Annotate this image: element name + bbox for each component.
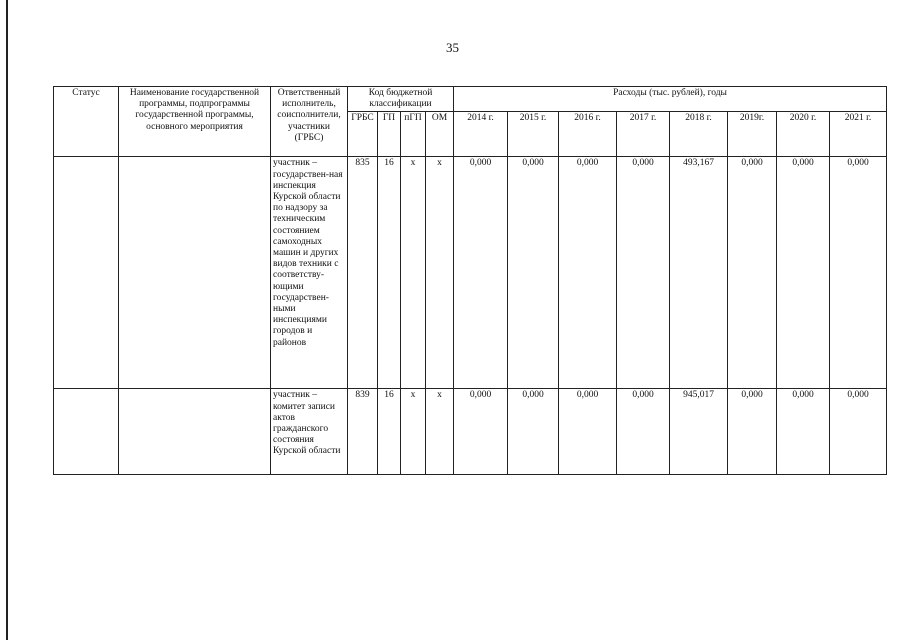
budget-table <box>53 86 887 475</box>
page-number: 35 <box>446 40 459 55</box>
header-executor: Ответственный исполнитель, соисполнители, участники (ГРБС) <box>271 87 348 157</box>
cell-value-2021: 0,000 <box>830 389 887 475</box>
cell-value-2015: 0,000 <box>508 389 559 475</box>
cell-name <box>119 157 271 389</box>
cell-value-2020: 0,000 <box>777 157 830 389</box>
cell-value-2016: 0,000 <box>559 389 617 475</box>
header-expenses: Расходы (тыс. рублей), годы <box>454 87 887 112</box>
header-year-2015: 2015 г. <box>508 112 559 157</box>
cell-code-grbs: 839 <box>348 389 378 475</box>
cell-executor: участник – комитет записи актов гражданского состояния Курской области <box>271 389 348 475</box>
header-code-gp: ГП <box>378 112 401 157</box>
header-year-2021: 2021 г. <box>830 112 887 157</box>
cell-value-2018: 493,167 <box>670 157 728 389</box>
header-year-2017: 2017 г. <box>617 112 670 157</box>
header-name: Наименование государственной программы, подпрограммы государственной программы, основного мероприятия <box>119 87 271 157</box>
header-year-2016: 2016 г. <box>559 112 617 157</box>
header-year-2019: 2019г. <box>728 112 777 157</box>
cell-status <box>54 389 119 475</box>
cell-code-om: х <box>426 389 454 475</box>
table-row <box>54 157 887 389</box>
cell-value-2021: 0,000 <box>830 157 887 389</box>
header-year-2018: 2018 г. <box>670 112 728 157</box>
cell-value-2020: 0,000 <box>777 389 830 475</box>
cell-value-2019: 0,000 <box>728 157 777 389</box>
header-budget-code: Код бюджетной классификации <box>348 87 454 112</box>
cell-name <box>119 389 271 475</box>
cell-code-gp: 16 <box>378 389 401 475</box>
header-year-2014: 2014 г. <box>454 112 508 157</box>
header-year-2020: 2020 г. <box>777 112 830 157</box>
header-code-grbs: ГРБС <box>348 112 378 157</box>
cell-status <box>54 157 119 389</box>
cell-value-2019: 0,000 <box>728 389 777 475</box>
cell-value-2014: 0,000 <box>454 389 508 475</box>
cell-value-2018: 945,017 <box>670 389 728 475</box>
cell-code-gp: 16 <box>378 157 401 389</box>
page-left-border <box>6 0 8 640</box>
cell-executor: участник – государствен-ная инспекция Курской области по надзору за техническим состоянием самоходных машин и других видов техники с соответству-ющими государствен-ными инспекциями городов и районов <box>271 157 348 389</box>
cell-value-2015: 0,000 <box>508 157 559 389</box>
header-code-pgp: пГП <box>401 112 426 157</box>
table-row <box>54 389 887 475</box>
cell-code-pgp: х <box>401 157 426 389</box>
cell-value-2017: 0,000 <box>617 389 670 475</box>
cell-value-2016: 0,000 <box>559 157 617 389</box>
cell-code-grbs: 835 <box>348 157 378 389</box>
header-status: Статус <box>54 87 119 157</box>
cell-code-om: х <box>426 157 454 389</box>
cell-value-2014: 0,000 <box>454 157 508 389</box>
header-code-om: ОМ <box>426 112 454 157</box>
cell-value-2017: 0,000 <box>617 157 670 389</box>
cell-code-pgp: х <box>401 389 426 475</box>
